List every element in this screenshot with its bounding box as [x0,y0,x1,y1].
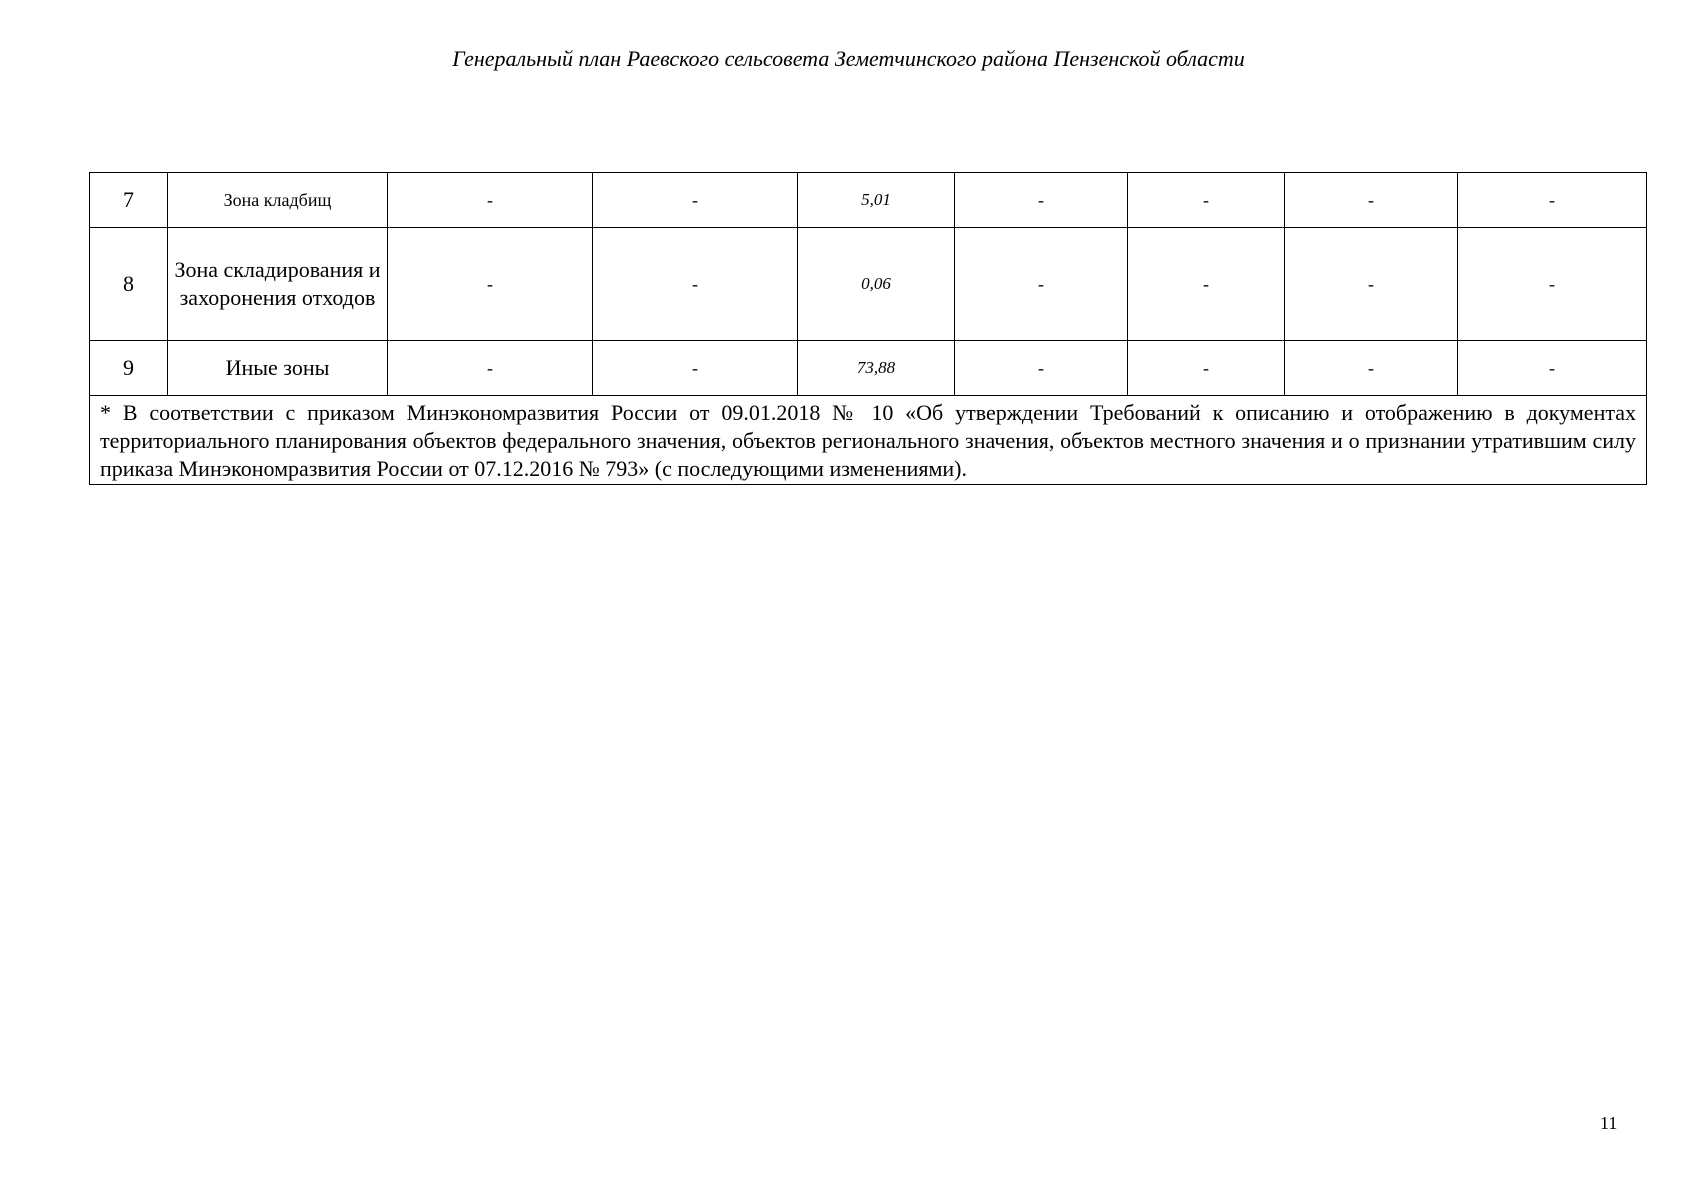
area-value: 5,01 [798,173,955,228]
table-cell: - [388,173,593,228]
zone-name: Иные зоны [168,341,388,396]
table-cell: - [955,173,1128,228]
table-row [90,228,1647,341]
table-cell: - [1458,173,1647,228]
table-row [90,341,1647,396]
table-cell: - [955,228,1128,341]
table-cell: - [1458,228,1647,341]
table-cell: - [1285,341,1458,396]
zone-name: Зона кладбищ [168,173,388,228]
table-cell: - [388,228,593,341]
table-cell: - [1128,173,1285,228]
area-value: 73,88 [798,341,955,396]
row-number: 8 [90,228,168,341]
table-cell: - [593,173,798,228]
table-cell: - [1128,228,1285,341]
row-number: 7 [90,173,168,228]
table-cell: - [1128,341,1285,396]
table-cell: - [1285,228,1458,341]
page-header: Генеральный план Раевского сельсовета Земетчинского района Пензенской области [452,46,1245,71]
footnote-row [90,396,1647,485]
table-cell: - [1285,173,1458,228]
table-cell: - [593,228,798,341]
row-number: 9 [90,341,168,396]
table-row [90,173,1647,228]
page-number: 11 [1600,1113,1618,1133]
zone-name: Зона складирования и захоронения отходов [168,228,388,341]
zones-table [89,172,1647,485]
footnote: * В соответствии с приказом Минэкономразвития России от 09.01.2018 № 10 «Об утверждении Требований к описанию и отображению в документах территориального планирования объектов федерального значения, объектов регионального значения, объектов местного значения и о признании утратившим силу приказа Минэкономразвития России от 07.12.2016 № 793» (с последующими изменениями). [90,396,1647,485]
table-cell: - [1458,341,1647,396]
table-cell: - [388,341,593,396]
table-cell: - [593,341,798,396]
table-cell: - [955,341,1128,396]
area-value: 0,06 [798,228,955,341]
